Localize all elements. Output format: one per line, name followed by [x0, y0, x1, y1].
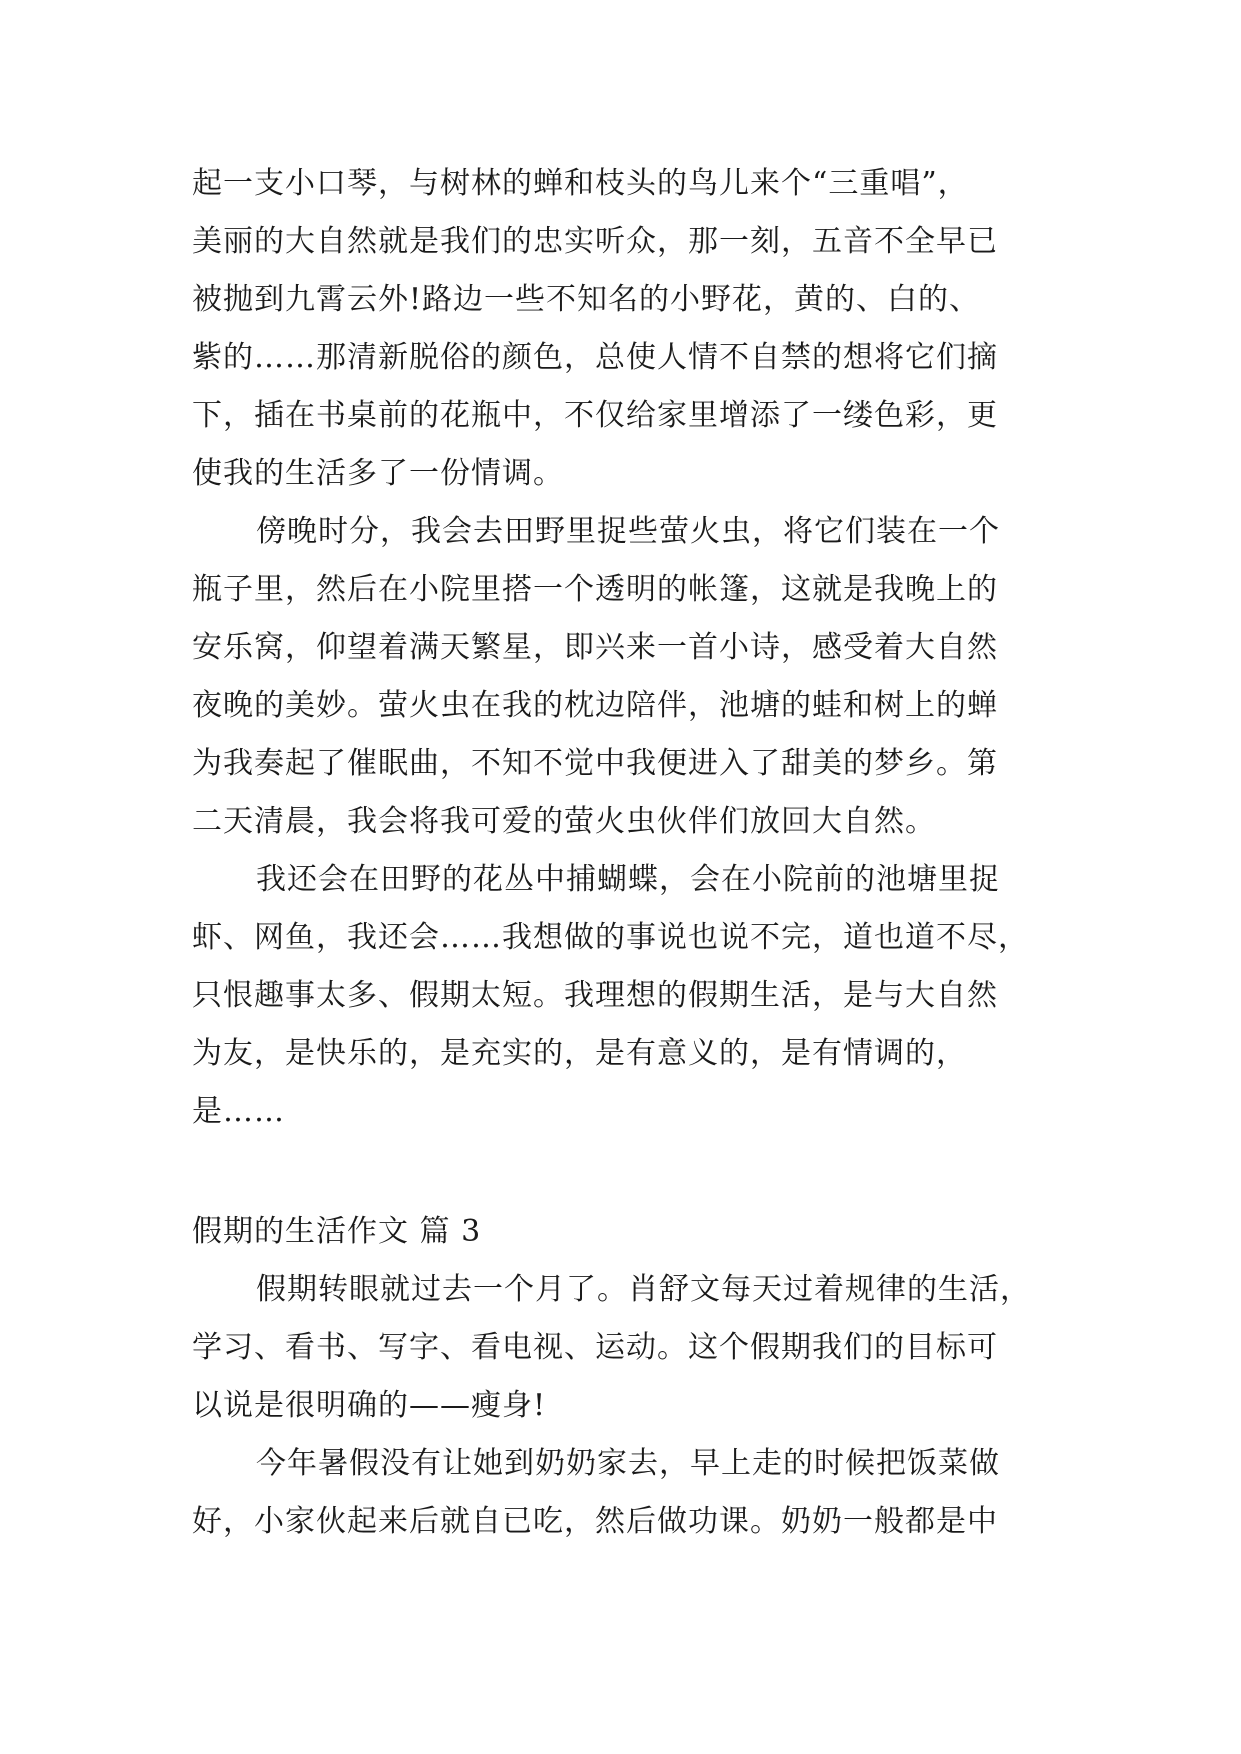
- text-line: 只恨趣事太多、假期太短。我理想的假期生活，是与大自然: [192, 978, 998, 1013]
- text-line: 紫的……那清新脱俗的颜色，总使人情不自禁的想将它们摘: [192, 340, 998, 375]
- section-heading: 假期的生活作文 篇 3: [192, 1214, 482, 1249]
- text-line: 虾、网鱼，我还会……我想做的事说也说不完，道也道不尽，: [192, 920, 1029, 955]
- paragraph-summer: [192, 1435, 1062, 1551]
- text-line: 使我的生活多了一份情调。: [192, 456, 564, 491]
- text-line: 今年暑假没有让她到奶奶家去，早上走的时候把饭菜做: [256, 1446, 1000, 1481]
- text-line: 为友，是快乐的，是充实的，是有意义的，是有情调的，: [192, 1036, 967, 1071]
- text-line: 假期转眼就过去一个月了。肖舒文每天过着规律的生活，: [256, 1272, 1031, 1307]
- text-line: 瓶子里，然后在小院里搭一个透明的帐篷，这就是我晚上的: [192, 572, 998, 607]
- text-line: 傍晚时分，我会去田野里捉些萤火虫，将它们装在一个: [256, 514, 1000, 549]
- paragraph-evening: [192, 503, 1062, 851]
- paragraph-one-month: [192, 1261, 1062, 1435]
- text-line: 以说是很明确的——瘦身!: [192, 1388, 547, 1423]
- paragraph-continued: [192, 155, 1062, 503]
- text-line: 起一支小口琴，与树林的蝉和枝头的鸟儿来个“三重唱”，: [192, 166, 969, 201]
- text-line: 美丽的大自然就是我们的忠实听众，那一刻，五音不全早已: [192, 224, 998, 259]
- text-line: 是……: [192, 1094, 285, 1129]
- text-line: 好，小家伙起来后就自已吃，然后做功课。奶奶一般都是中: [192, 1504, 998, 1539]
- text-line: 安乐窝，仰望着满天繁星，即兴来一首小诗，感受着大自然: [192, 630, 998, 665]
- text-line: 我还会在田野的花丛中捕蝴蝶，会在小院前的池塘里捉: [256, 862, 1000, 897]
- text-line: 下，插在书桌前的花瓶中，不仅给家里增添了一缕色彩，更: [192, 398, 998, 433]
- text-line: 为我奏起了催眠曲，不知不觉中我便进入了甜美的梦乡。第: [192, 746, 998, 781]
- text-line: 二天清晨，我会将我可爱的萤火虫伙伴们放回大自然。: [192, 804, 936, 839]
- text-line: 夜晚的美妙。萤火虫在我的枕边陪伴，池塘的蛙和树上的蝉: [192, 688, 998, 723]
- text-line: 学习、看书、写字、看电视、运动。这个假期我们的目标可: [192, 1330, 998, 1365]
- document-body: [192, 155, 1062, 1551]
- text-line: 被抛到九霄云外!路边一些不知名的小野花，黄的、白的、: [192, 282, 981, 317]
- paragraph-butterflies: [192, 851, 1062, 1141]
